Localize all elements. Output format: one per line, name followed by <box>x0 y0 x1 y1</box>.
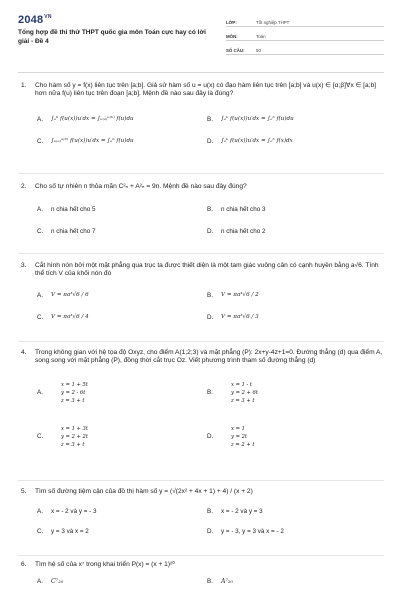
separator <box>18 173 384 174</box>
logo: $2048^{VN}$ <box>18 14 52 26</box>
separator <box>18 555 384 556</box>
option-c[interactable]: C. y = 3 và x = 2 <box>37 528 89 536</box>
option-d[interactable]: D. V = πa³√6 / 3 <box>207 313 259 321</box>
option-c[interactable]: C. n chia hết cho 7 <box>37 228 96 236</box>
option-d[interactable]: D. n chia hết cho 2 <box>207 228 266 236</box>
option-a[interactable]: A. V = πa³√6 / 6 <box>37 291 89 299</box>
meta-subject: MÔN: Toán <box>226 27 384 41</box>
question-6 <box>21 561 383 591</box>
option-b[interactable]: B. A⁷₂₀ <box>207 578 233 586</box>
question-5 <box>21 488 383 542</box>
question-text: Cắt hình nón bởi một mặt phẳng qua trục ta được thiết diện là một tam giác vuông cân có cạnh huyền bằng a√6. Tính thể tích V của khối nón đó <box>35 262 379 278</box>
option-b[interactable]: B. V = πa³√6 / 2 <box>207 291 259 299</box>
question-text: Tìm hệ số của x⁷ trong khai triển P(x) = (x + 1)²⁰ <box>35 561 175 568</box>
option-c[interactable]: C. x = 1 + 3t y = 2 + 2t z = 3 + t <box>37 425 88 448</box>
question-text: Cho số tự nhiên n thỏa mãn C²ₙ + A²ₙ = 9n. Mệnh đề nào sau đây đúng? <box>35 183 247 190</box>
option-b[interactable]: B. x = - 2 và y = 3 <box>207 508 263 516</box>
question-number: 3. <box>21 262 27 269</box>
option-c[interactable]: C. V = πa³√6 / 4 <box>37 313 89 321</box>
document-title: Tổng hợp đề thi thử THPT quốc gia môn Toán cực hay có lời giải - Đề 4 <box>18 29 206 45</box>
option-b[interactable]: B. x = 1 - t y = 2 + 6t z = 3 + t <box>207 381 258 404</box>
question-number: 4. <box>21 349 27 356</box>
option-b[interactable]: B. ∫ₐᵇ f(u(x))u′dx = ∫ₐᵇ f(u)du <box>207 115 294 123</box>
question-number: 6. <box>21 561 27 568</box>
option-d[interactable]: D. x = 1 y = 2t z = 2 + t <box>207 425 255 448</box>
question-3 <box>21 262 383 329</box>
question-text: Trong không gian với hệ tọa độ Oxyz, cho điểm A(1;2;3) và mặt phẳng (P): 2x+y-4z+1=0. Đường thẳng (d) qua điểm A, song song với mặt phẳng (P), đồng thời cắt trục Oz. Viết phương trình tham số đường thẳng (d) <box>35 349 383 365</box>
question-text: Tìm số đường tiệm cận của đồ thị hàm số y = (√(2x² + 4x + 1) + 4) / (x + 2) <box>35 488 253 495</box>
option-d[interactable]: D. ∫ₐᵇ f(u(x))u′dx = ∫ₐᵇ f(x)dx <box>207 137 293 145</box>
separator <box>18 480 384 481</box>
option-d[interactable]: D. y = - 3, y = 3 và x = - 2 <box>207 528 284 536</box>
question-1 <box>21 82 383 153</box>
question-2 <box>21 183 383 243</box>
option-b[interactable]: B. n chia hết cho 3 <box>207 206 266 214</box>
option-a[interactable]: A. C⁷₂₀ <box>37 578 64 586</box>
question-4 <box>21 349 383 459</box>
meta-panel <box>226 13 384 55</box>
meta-question-count: SỐ CÂU: 50 <box>226 41 384 55</box>
option-a[interactable]: A. ∫ₐᵇ f(u(x))u′dx = ∫ᵤ₍ₐ₎ᵘ⁽ᵇ⁾ f(u)du <box>37 115 134 123</box>
option-c[interactable]: C. ∫ᵤ₍ₐ₎ᵘ⁽ᵇ⁾ f(u(x))u′dx = ∫ₐᵇ f(u)du <box>37 137 134 145</box>
meta-grade: LỚP: Tốt nghiệp THPT <box>226 13 384 27</box>
question-number: 1. <box>21 82 27 89</box>
question-number: 2. <box>21 183 27 190</box>
separator <box>18 253 384 254</box>
option-a[interactable]: A. x = 1 + 5t y = 2 - 6t z = 3 + t <box>37 381 88 404</box>
option-a[interactable]: A. x = - 2 và y = - 3 <box>37 508 97 516</box>
question-text: Cho hàm số y = f(x) liên tục trên [a;b]. Giả sử hàm số u = u(x) có đạo hàm liên tục trên [a;b] và u(x) ∈ [α;β]∀x ∈ [a;b] hơn nữa f(u) liên tục trên đoạn [a;b]. Mệnh đề nào sau đây là đúng? <box>35 82 376 98</box>
question-number: 5. <box>21 488 27 495</box>
option-a[interactable]: A. n chia hết cho 5 <box>37 206 96 214</box>
header-divider <box>18 72 384 73</box>
separator <box>18 341 384 342</box>
